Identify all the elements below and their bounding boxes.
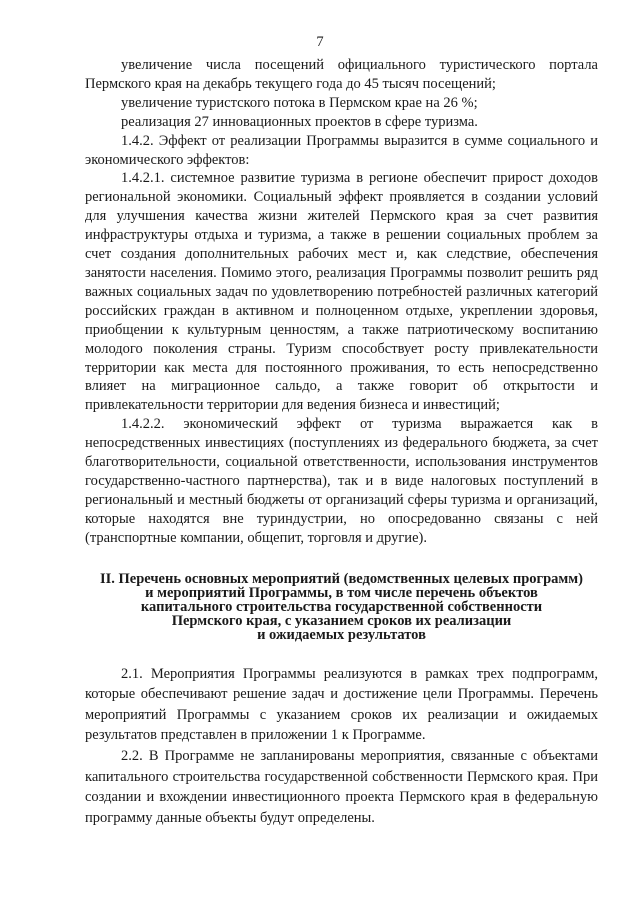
paragraph-2-1: 2.1. Мероприятия Программы реализуются в рамках трех подпрограмм, которые обеспечивают решение задач и достижение цели Программы. Перечень мероприятий Программы с указанием сроков их реализации и ожидаемых результатов представлен в приложении 1 к Программе. [85, 665, 598, 744]
section-heading-line: Пермского края, с указанием сроков их реализации [171, 613, 512, 630]
paragraph-1-4-2-1: 1.4.2.1. системное развитие туризма в регионе обеспечит прирост доходов региональной экономики. Социальный эффект проявляется в создании условий для улучшения качества жизни жителей Пермского края за счет развития инфраструктуры отдыха и туризма, а также в решении социальных проблем за счет создания дополнительных рабочих мест и, как следствие, обеспечения занятости населения. Помимо этого, реализация Программы позволит решить ряд важных социальных задач по удовлетворению потребностей различных категорий российских граждан в активном и полноценном отдыхе, укреплении здоровья, приобщении к культурным ценностям, а также патриотическому воспитанию молодого поколения страны. Туризм способствует росту привлекательности территории как места для постоянного проживания, то есть непосредственно влияет на миграционное сальдо, а также говорит об открытости и привлекательности территории для ведения бизнеса и инвестиций; [85, 170, 598, 414]
paragraph-1-4-2: 1.4.2. Эффект от реализации Программы выразится в сумме социального и экономического эффектов: [85, 132, 598, 168]
paragraph-2-2: 2.2. В Программе не запланированы мероприятия, связанные с объектами капитального строительства государственной собственности Пермского края. При создании и вхождении инвестиционного проекта Пермского края в федеральную программу данные объекты будут определены. [85, 747, 598, 826]
paragraph-innovation-projects: реализация 27 инновационных проектов в сфере туризма. [121, 113, 478, 130]
document-body [85, 56, 598, 828]
section-heading-line: капитального строительства государственной собственности [140, 598, 543, 615]
section-2-body [85, 664, 598, 829]
paragraph-tourist-flow: увеличение туристского потока в Пермском крае на 26 %; [121, 94, 478, 111]
section-heading [85, 572, 598, 643]
paragraph-portal-visits: увеличение числа посещений официального туристического портала Пермского края на декабрь текущего года до 45 тысяч посещений; [85, 57, 598, 92]
section-heading-line: и мероприятий Программы, в том числе перечень объектов [145, 584, 538, 601]
paragraph-1-4-2-2: 1.4.2.2. экономический эффект от туризма выражается как в непосредственных инвестициях (поступлениях из федерального бюджета, за счет благотворительности, социальной ответственности, использования инструментов государственно-частного партнерства), так и в виде налоговых поступлений в региональный и местный бюджеты от организаций сферы туризма и организаций, которые находятся вне туриндустрии, но опосредованно связаны с ней (транспортные компании, общепит, торговля и другие). [85, 416, 598, 546]
section-heading-line: II. Перечень основных мероприятий (ведомственных целевых программ) [99, 570, 584, 587]
page-number: 7 [316, 34, 324, 50]
section-heading-line: и ожидаемых результатов [257, 627, 426, 644]
